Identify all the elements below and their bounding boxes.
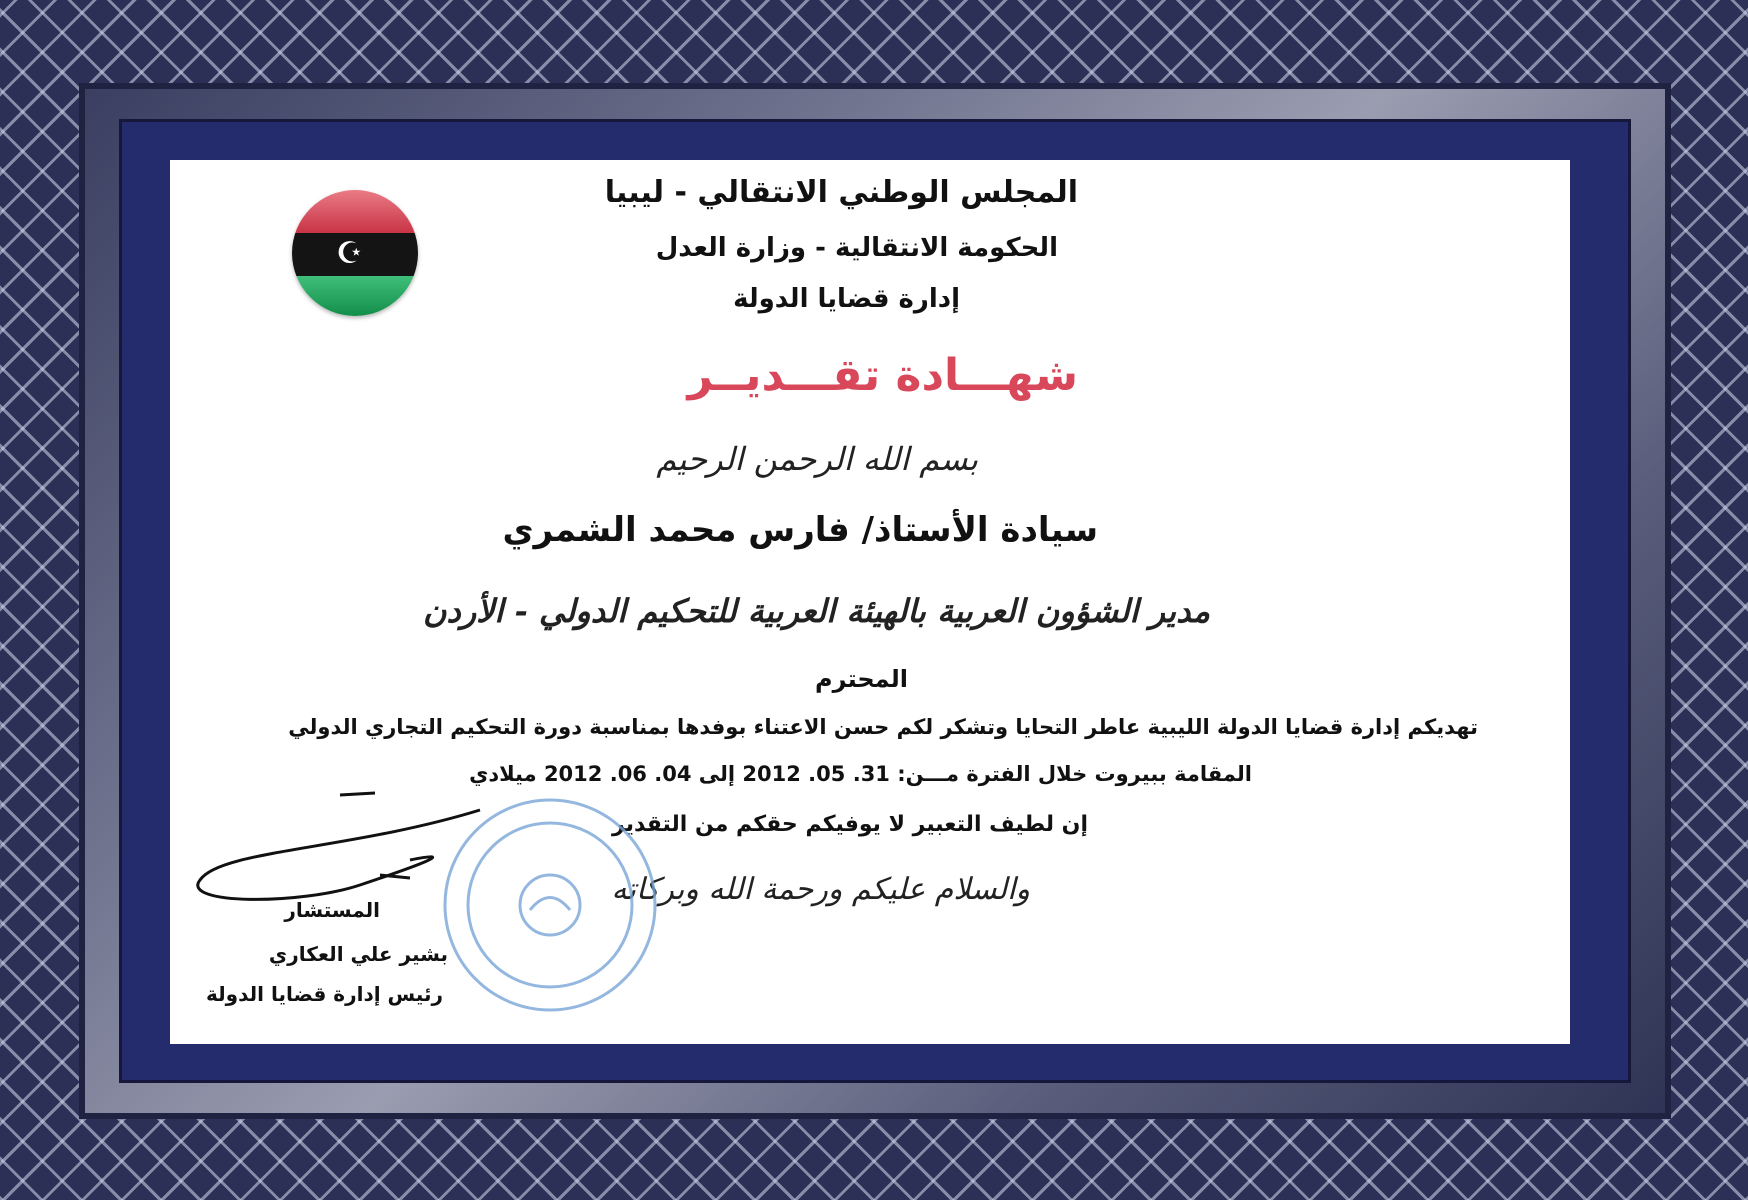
libya-flag-icon: ☪: [292, 190, 418, 316]
header-line-3: إدارة قضايا الدولة: [733, 284, 960, 314]
signatory-title: المستشار: [284, 898, 380, 922]
body-line-2: المقامة ببيروت خلال الفترة مـــن: 31. 05. 2012 إلى 04. 06. 2012 ميلادي: [469, 762, 1252, 786]
honorific: المحترم: [815, 665, 908, 693]
basmala: بسم الله الرحمن الرحيم: [656, 440, 978, 478]
recipient-role: مدير الشؤون العربية بالهيئة العربية للتحكيم الدولي - الأردن: [422, 592, 1210, 630]
certificate-title: شهـــادة تقـــديــر: [687, 350, 1078, 401]
signature-scribble: [198, 793, 480, 899]
signatory-name: بشير علي العكاري: [268, 942, 448, 966]
body-line-1: تهديكم إدارة قضايا الدولة الليبية عاطر التحايا وتشكر لكم حسن الاعتناء بوفدها بمناسبة دورة التحكيم التجاري الدولي: [288, 715, 1478, 739]
header-line-2: الحكومة الانتقالية - وزارة العدل: [655, 233, 1058, 263]
closing-salutation: والسلام عليكم ورحمة الله وبركاته: [611, 872, 1030, 907]
header-line-1: المجلس الوطني الانتقالي - ليبيا: [604, 175, 1078, 210]
recipient-name: سيادة الأستاذ/ فارس محمد الشمري: [502, 510, 1098, 550]
signatory-position: رئيس إدارة قضايا الدولة: [206, 982, 443, 1006]
body-line-3: إن لطيف التعبير لا يوفيكم حقكم من التقدير: [612, 812, 1088, 837]
official-stamp: [445, 800, 655, 1010]
